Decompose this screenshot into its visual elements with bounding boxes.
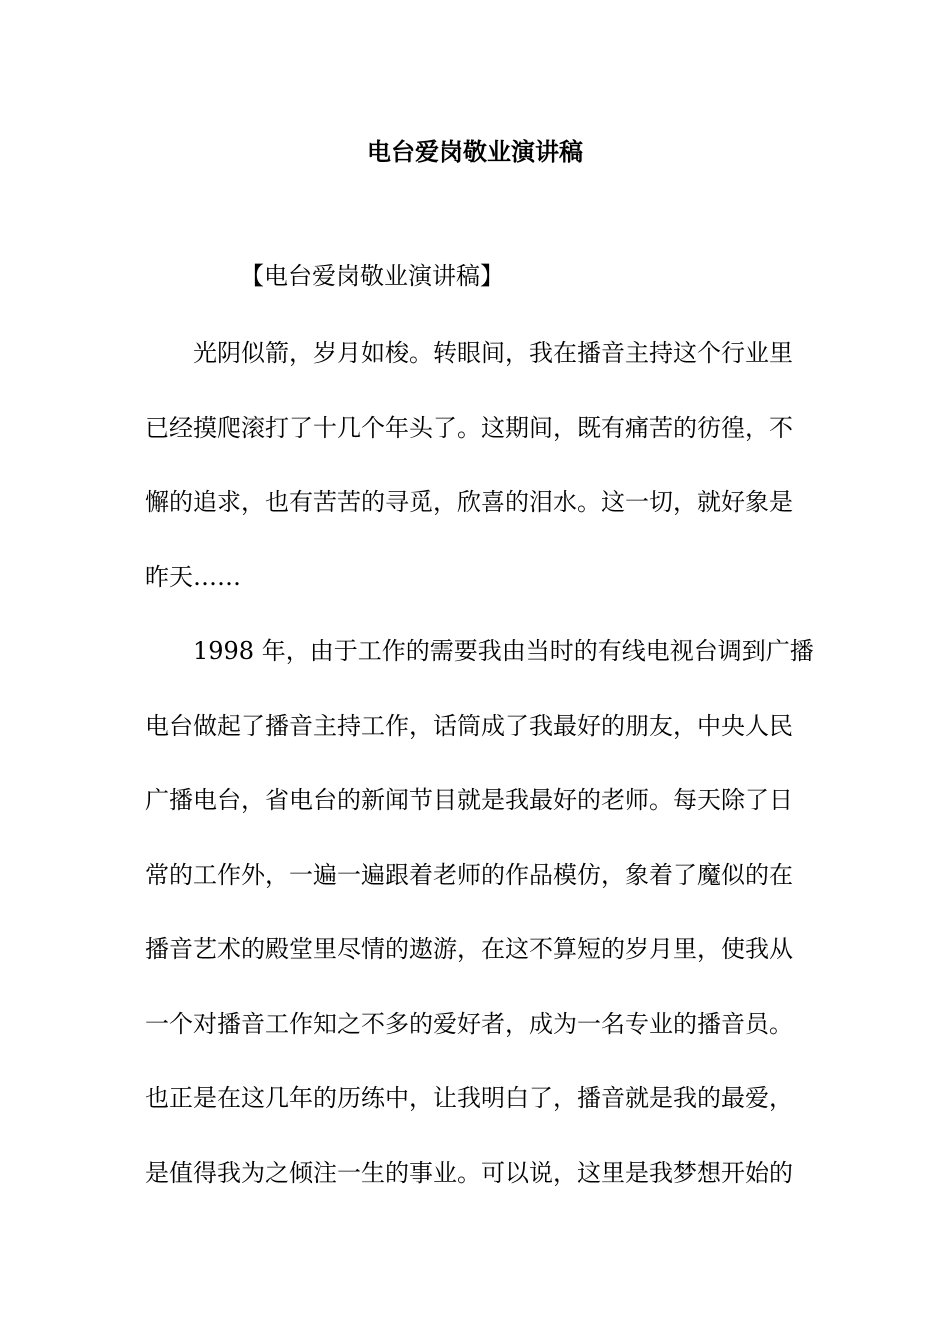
paragraph-2-line-4: 常的工作外，一遍一遍跟着老师的作品模仿，象着了魔似的在 bbox=[145, 860, 793, 889]
paragraph-2-line-1: 1998 年，由于工作的需要我由当时的有线电视台调到广播 bbox=[193, 637, 814, 665]
paragraph-2-line-6: 一个对播音工作知之不多的爱好者，成为一名专业的播音员。 bbox=[145, 1009, 793, 1038]
paragraph-1-line-4: 昨天…… bbox=[145, 562, 241, 591]
document-title: 电台爱岗敬业演讲稿 bbox=[367, 137, 583, 166]
paragraph-2-line-3: 广播电台，省电台的新闻节目就是我最好的老师。每天除了日 bbox=[145, 786, 793, 814]
paragraph-2-line-5: 播音艺术的殿堂里尽情的遨游，在这不算短的岁月里，使我从 bbox=[145, 935, 793, 963]
paragraph-2-line-2: 电台做起了播音主持工作，话筒成了我最好的朋友，中央人民 bbox=[145, 711, 793, 740]
document-subtitle: 【电台爱岗敬业演讲稿】 bbox=[240, 262, 504, 290]
document-body bbox=[145, 331, 814, 1225]
paragraph-1-line-2: 已经摸爬滚打了十几个年头了。这期间，既有痛苦的彷徨，不 bbox=[145, 413, 793, 442]
paragraph-2-line-8: 是值得我为之倾注一生的事业。可以说，这里是我梦想开始的 bbox=[145, 1158, 793, 1187]
paragraph-1-line-1: 光阴似箭，岁月如梭。转眼间，我在播音主持这个行业里 bbox=[193, 339, 793, 367]
paragraph-2-line-7: 也正是在这几年的历练中，让我明白了，播音就是我的最爱， bbox=[145, 1084, 793, 1112]
paragraph-1-line-3: 懈的追求，也有苦苦的寻觅，欣喜的泪水。这一切，就好象是 bbox=[145, 488, 793, 516]
